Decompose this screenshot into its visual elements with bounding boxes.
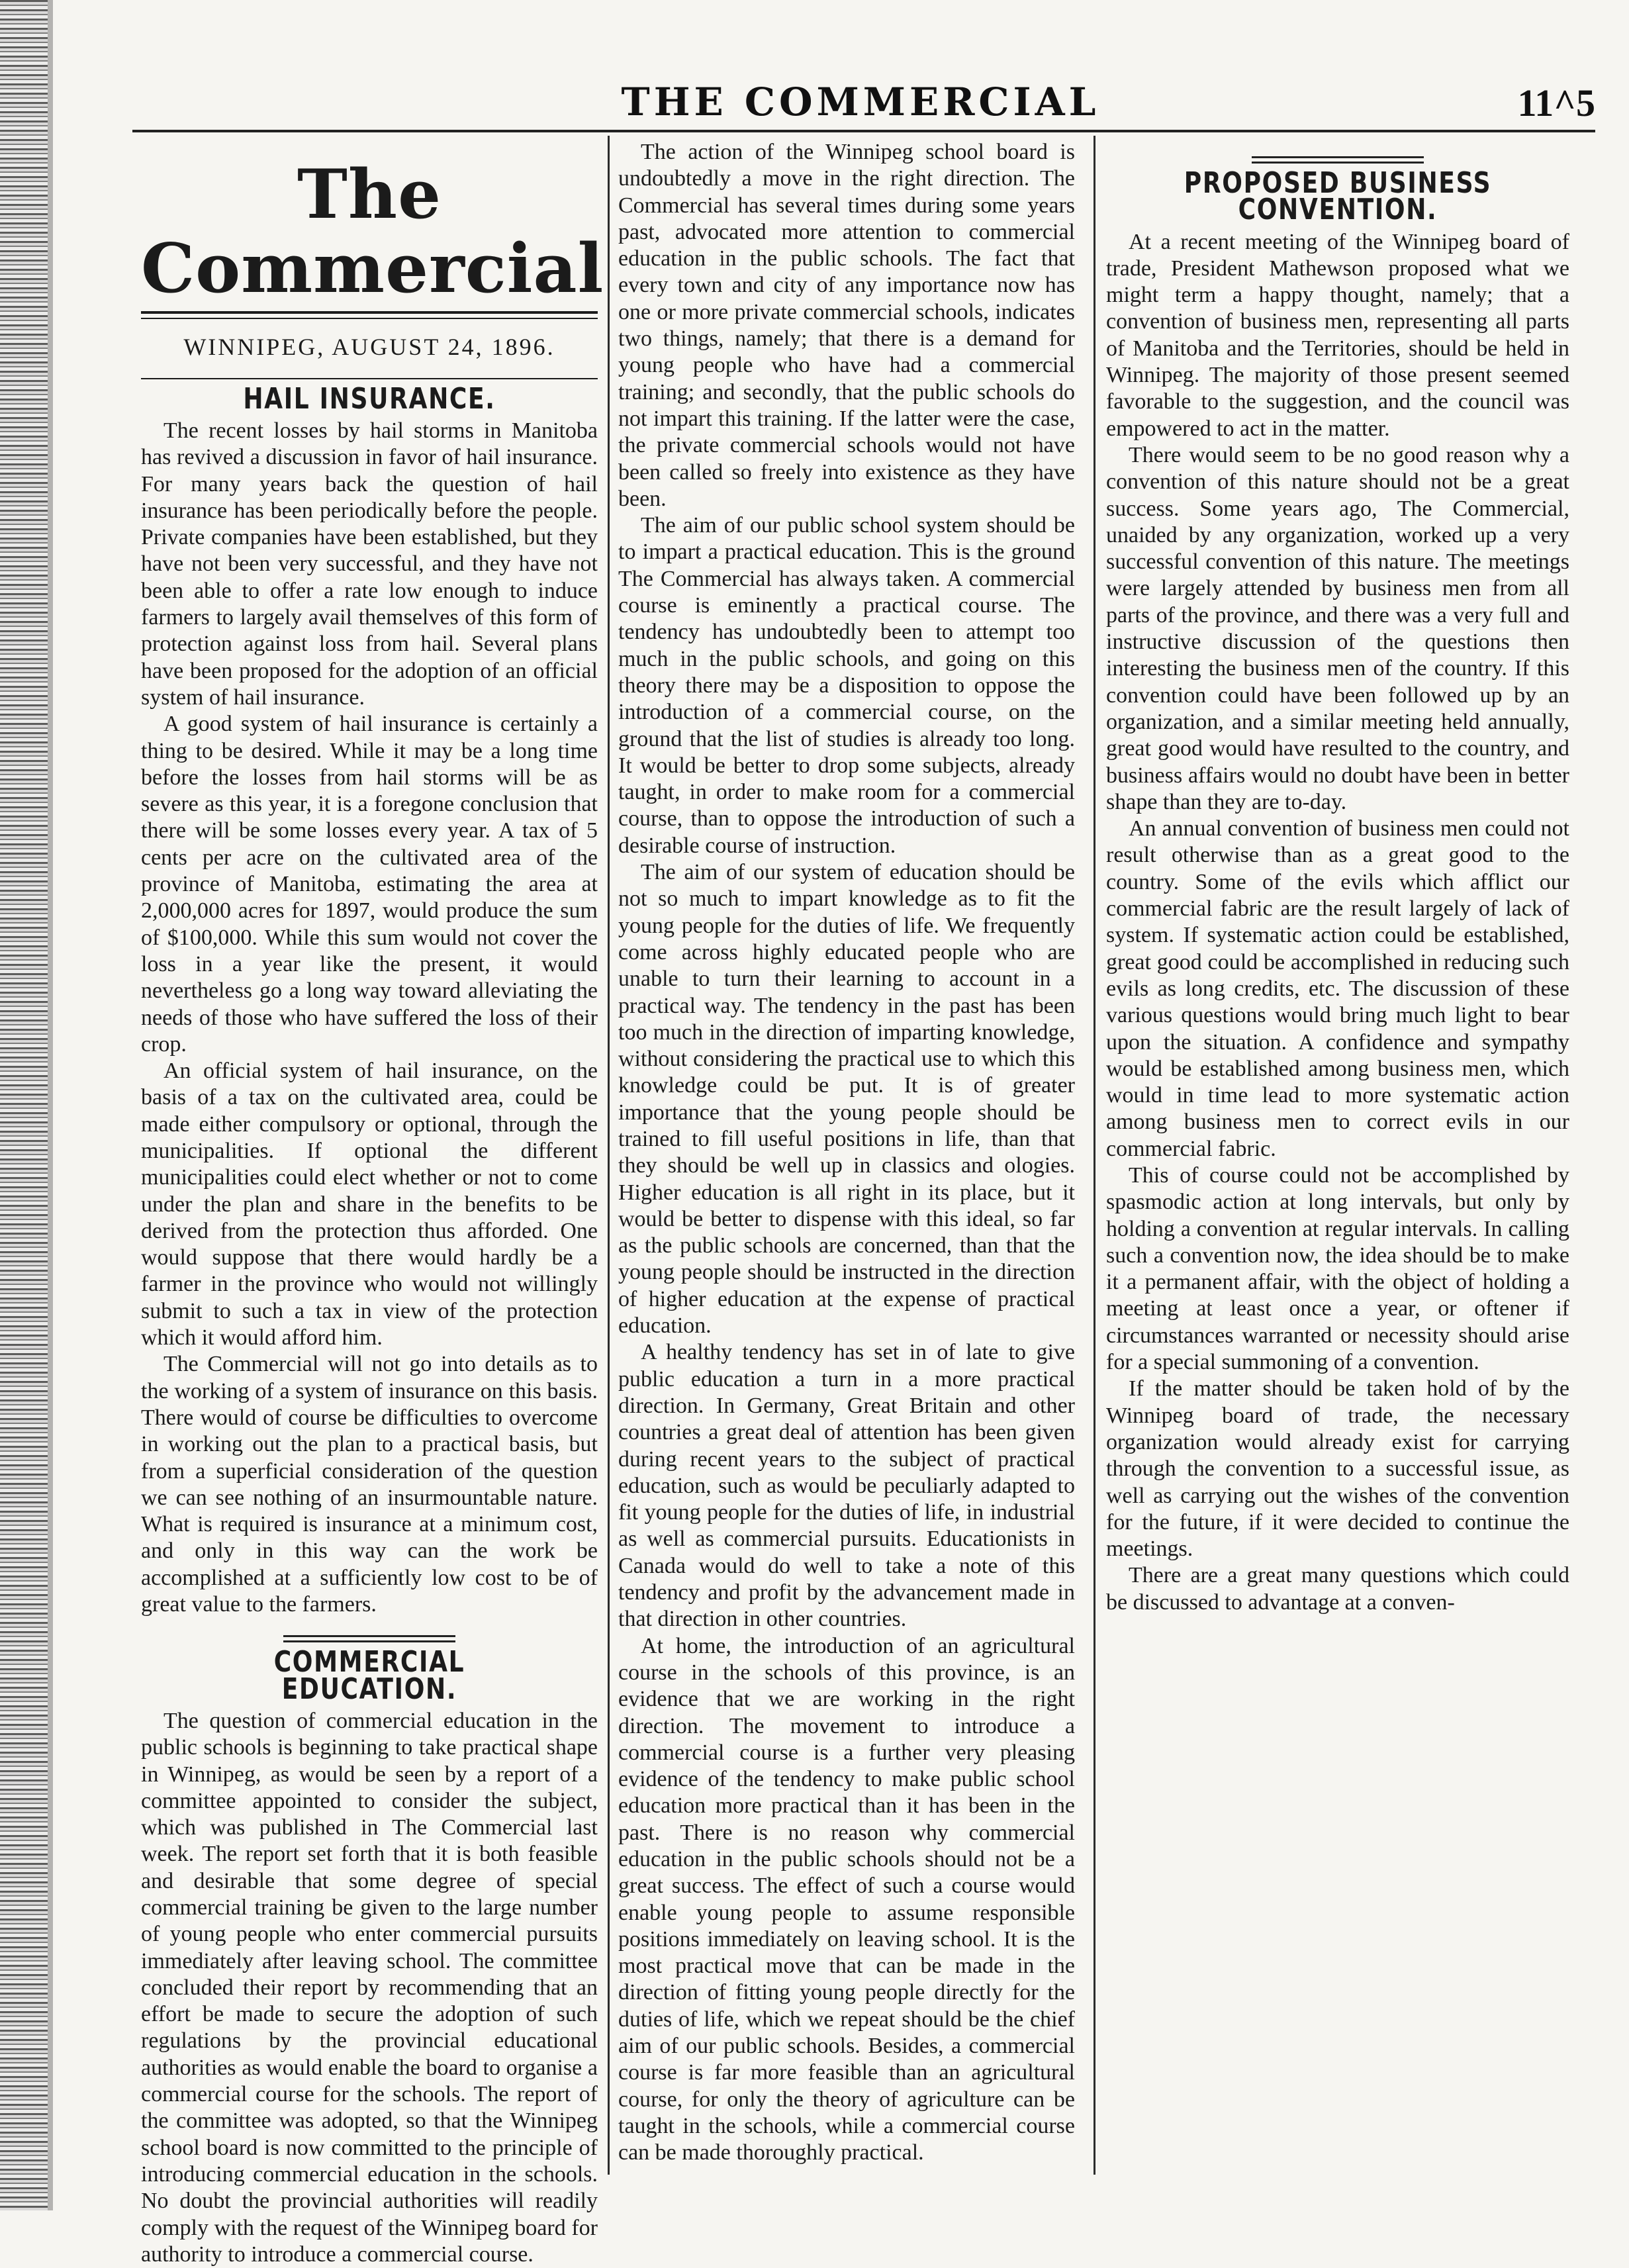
section-divider: [1252, 156, 1424, 164]
article-paragraph: If the matter should be taken hold of by the Winnipeg board of trade, the necessary organization would already exist for carrying through the convention to a successful issue, as well as carrying out the wishes of the convention for the future, if it were decided to continue the meetings.: [1106, 1376, 1569, 1562]
article-paragraph: The recent losses by hail storms in Manitoba has revived a discussion in favor of hail insurance. For many years back the question of hail insurance has been periodically before the people. Private companies have been established, but they have not been very successful, and they have not been able to offer a rate low enough to induce farmers to largely avail themselves of this form of protection against loss from hail. Several plans have been proposed for the adoption of an official system of hail insurance.: [141, 418, 598, 710]
header-rule: [132, 130, 1595, 132]
article-paragraph: This of course could not be accomplished by spasmodic action at long intervals, but only by holding a convention at regular intervals. In calling such a convention now, the idea should be to make it a permanent affair, with the object of holding a meeting at least once a year, or oftener if circumstances warranted or necessity should arise for a special summoning of a convention.: [1106, 1162, 1569, 1375]
masthead-rule: [141, 311, 598, 314]
article-paragraph: The question of commercial education in the public schools is beginning to take practical shape in Winnipeg, as would be seen by a report of a committee appointed to consider the subject, which was published in The Commercial last week. The report set forth that it is both feasible and desirable that some degree of special commercial training be given to the large number of young people who enter commercial pursuits immediately after leaving school. The committee concluded their report by recommending that an effort be made to secure the adoption of such regulations by the provincial educational authorities as would enable the board to organise a commercial course for the schools. The report of the committee was adopted, so that the Winnipeg school board is now committed to the principle of introducing commercial education in the schools. No doubt the provincial authorities will readily comply with the request of the Winnipeg board for authority to introduce a commercial course.: [141, 1708, 598, 2267]
headline-proposed-business-convention: PROPOSED BUSINESS CONVENTION.: [1184, 166, 1492, 227]
masthead-title: The Commercial: [141, 155, 604, 309]
column-2: [618, 139, 1075, 2178]
article-paragraph: There are a great many questions which could be discussed to advantage at a conven-: [1106, 1563, 1569, 1615]
section-divider: [283, 1635, 455, 1642]
article-paragraph: The action of the Winnipeg school board is undoubtedly a move in the right direction. The Commercial has several times during some years past, advocated more attention to commercial education in the public schools. The fact that every town and city of any importance now has one or more private commercial schools, indicates two things, namely; that there is a demand for young people who have had a commercial training; and secondly, that the public schools do not impart this training. If the latter were the case, the private commercial schools would not have been called so freely into existence as they have been.: [618, 140, 1075, 511]
headline-hail-insurance: HAIL INSURANCE.: [243, 381, 496, 416]
page-binding-edge: [0, 0, 48, 2210]
article-paragraph: At a recent meeting of the Winnipeg board of trade, President Mathewson proposed what we might term a happy thought, namely; that a convention of business men, representing all parts of Manitoba and the Territories, should be held in Winnipeg. The majority of those present seemed favorable to the suggestion, and the council was empowered to act in the matter.: [1106, 229, 1569, 441]
article-paragraph: The aim of our public school system should be to impart a practical education. This is the ground The Commercial has always taken. A commercial course is eminently a practical course. The tendency has undoubtedly been to attempt too much in the public schools, and going on this theory there may be a disposition to oppose the introduction of a commercial course, on the ground that the list of studies is already too long. It would be better to drop some subjects, already taught, in order to make room for a commercial course, than to oppose the introduction of such a desirable course of instruction.: [618, 513, 1075, 858]
article-paragraph: An official system of hail insurance, on the basis of a tax on the cultivated area, could be made either compulsory or optional, through the municipalities. If optional the different municipalities could elect whether or not to come under the plan and share in the benefits to be derived from the protection thus afforded. One would suppose that there would hardly be a farmer in the province who would not willingly submit to such a tax in view of the protection which it would afford him.: [141, 1059, 598, 1350]
article-paragraph: There would seem to be no good reason why a convention of this nature should not be a great success. Some years ago, The Commercial, unaided by any organization, worked up a very successful convention of this nature. The meetings were largely attended by business men from all parts of the province, and there was a very full and instructive discussion of the questions then interesting the business men of the country. If this convention could have been followed up by an organization, and a similar meeting held annually, great good would have resulted to the country, and business affairs would no doubt have been in better shape than they are to-day.: [1106, 442, 1569, 814]
article-paragraph: A good system of hail insurance is certainly a thing to be desired. While it may be a long time before the losses from hail storms will be as severe as this year, it is a foregone conclusion that there will be some losses every year. A tax of 5 cents per acre on the cultivated area of the province of Manitoba, estimating the area at 2,000,000 acres for 1897, would produce the sum of $100,000. While this sum would not cover the loss in a year like the present, it would nevertheless go a long way toward alleviating the needs of those who have suffered the loss of their crop.: [141, 712, 598, 1057]
column-1: [141, 139, 604, 2267]
running-title: THE COMMERCIAL: [621, 79, 1100, 124]
article-paragraph: An annual convention of business men could not result otherwise than as a great good to the country. Some of the evils which afflict our commercial fabric are the result largely of lack of system. If systematic action could be established, great good could be accomplished in reducing such evils as long credits, etc. The discussion of these various questions would bring much light to bear upon the situation. A confidence and sympathy would be established among business men, which would in time lead to more systematic action among business men to correct evils in our commercial fabric.: [1106, 816, 1569, 1161]
page-number: 11^5: [1517, 81, 1595, 124]
dateline: WINNIPEG, AUGUST 24, 1896.: [183, 334, 555, 361]
binding-shadow: [48, 0, 53, 2210]
article-paragraph: The aim of our system of education should be not so much to impart knowledge as to fit the young people for the duties of life. We frequently come across highly educated people who are unable to turn their learning to account in a practical way. The tendency in the past has been too much in the direction of imparting knowledge, without considering the practical use to which this knowledge could be put. It is of greater importance that the young people should be trained to fill useful positions in life, than that they should be well up in classics and ologies. Higher education is all right in its place, but it would be better to dispense with this ideal, so far as the public schools are concerned, than that the young people should be instructed in the direction of higher education at the expense of practical education.: [618, 860, 1075, 1339]
running-header: [132, 79, 1595, 132]
column-rule-2: [1094, 136, 1095, 2175]
article-paragraph: A healthy tendency has set in of late to give public education a turn in a more practical direction. In Germany, Great Britain and other countries a great deal of attention has been given during recent years to the subject of practical education, such as would be peculiarly adapted to fit young people for the duties of life, in industrial as well as commercial pursuits. Educationists in Canada would do well to take a note of this tendency and profit by the advancement made in that direction in other countries.: [618, 1340, 1075, 1632]
column-rule-1: [608, 136, 610, 2175]
masthead-rule-thin: [141, 318, 598, 319]
article-paragraph: The Commercial will not go into details as to the working of a system of insurance on this basis. There would of course be difficulties to overcome in working out the plan to a practical basis, but from a superficial consideration of the question we can see nothing of an insurmountable nature. What is required is insurance at a minimum cost, and only in this way can the work be accomplished at a sufficiently low cost to be of great value to the farmers.: [141, 1352, 598, 1617]
column-3: [1106, 139, 1569, 2178]
article-paragraph: At home, the introduction of an agricultural course in the schools of this province, is an evidence that we are working in the right direction. The movement to introduce a commercial course is a further very pleasing evidence of the tendency to make public school education more practical than it has been in the past. There is no reason why commercial education in the public schools should not be a great success. The effect of such a course would enable young people to assume responsible positions immediately on leaving school. It is the most practical move that can be made in the direction of fitting young people directly for the duties of life, which we repeat should be the chief aim of our public schools. Besides, a commercial course is far more feasible than an agricultural course, for only the theory of agriculture can be taught in the schools, while a commercial course can be made thoroughly practical.: [618, 1633, 1075, 2165]
headline-commercial-education: COMMERCIAL EDUCATION.: [273, 1645, 465, 1706]
dateline-rule: [141, 378, 598, 379]
